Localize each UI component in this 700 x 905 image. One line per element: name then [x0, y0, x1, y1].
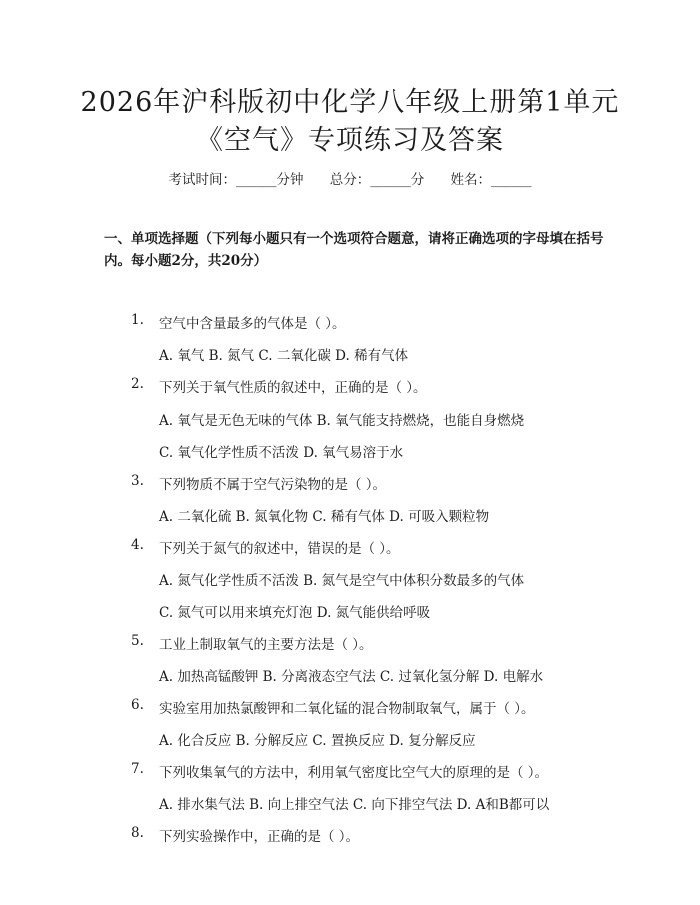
student-name: 姓名：______ [450, 172, 532, 188]
question-number: 7. [131, 761, 144, 777]
option-line: A. 二氧化硫 B. 氮氧化物 C. 稀有气体 D. 可吸入颗粒物 [159, 509, 490, 525]
question-text: 下列关于氧气性质的叙述中，正确的是（ ）。 [159, 380, 427, 396]
option-line: A. 排水集气法 B. 向上排空气法 C. 向下排空气法 D. A和B都可以 [159, 797, 550, 813]
option-line: A. 氧气 B. 氮气 C. 二氧化碳 D. 稀有气体 [159, 348, 409, 364]
question-number: 5. [131, 633, 144, 649]
question-text: 下列收集氧气的方法中，利用氧气密度比空气大的原理的是（ ）。 [159, 765, 549, 781]
question-number: 8. [131, 825, 144, 841]
page-title-line2: 《空气》专项练习及答案 [196, 125, 504, 156]
question-number: 3. [131, 473, 144, 489]
question-number: 6. [131, 697, 144, 713]
question-text: 实验室用加热氯酸钾和二氧化锰的混合物制取氧气，属于（ ）。 [159, 701, 535, 717]
option-line: A. 氧气是无色无味的气体 B. 氧气能支持燃烧，也能自身燃烧 [159, 413, 525, 429]
exam-score: 总分：______分 [329, 172, 425, 188]
question-text: 下列物质不属于空气污染物的是（ ）。 [159, 477, 387, 493]
question-text: 下列实验操作中，正确的是（ ）。 [159, 829, 360, 845]
question-text: 下列关于氮气的叙述中，错误的是（ ）。 [159, 541, 400, 557]
question-text: 工业上制取氧气的主要方法是（ ）。 [159, 637, 373, 653]
exam-time: 考试时间：______分钟 [168, 172, 304, 188]
question-text: 空气中含量最多的气体是（ ）。 [159, 316, 346, 332]
page-title-line1: 2026年沪科版初中化学八年级上册第1单元 [80, 87, 620, 118]
option-line: A. 氮气化学性质不活泼 B. 氮气是空气中体积分数最多的气体 [159, 573, 525, 589]
exam-meta [0, 168, 700, 188]
option-line: A. 化合反应 B. 分解反应 C. 置换反应 D. 复分解反应 [159, 733, 476, 749]
option-line: A. 加热高锰酸钾 B. 分离液态空气法 C. 过氧化氢分解 D. 电解水 [159, 669, 544, 685]
question-number: 4. [131, 537, 144, 553]
section-heading: 一、单项选择题（下列每小题只有一个选项符合题意，请将正确选项的字母填在括号内。每小题2分，共20分） [104, 231, 604, 269]
option-line: C. 氧气化学性质不活泼 D. 氧气易溶于水 [159, 445, 404, 461]
option-line: C. 氮气可以用来填充灯泡 D. 氮气能供给呼吸 [159, 605, 431, 621]
question-number: 2. [131, 376, 144, 392]
question-number: 1. [131, 312, 144, 328]
